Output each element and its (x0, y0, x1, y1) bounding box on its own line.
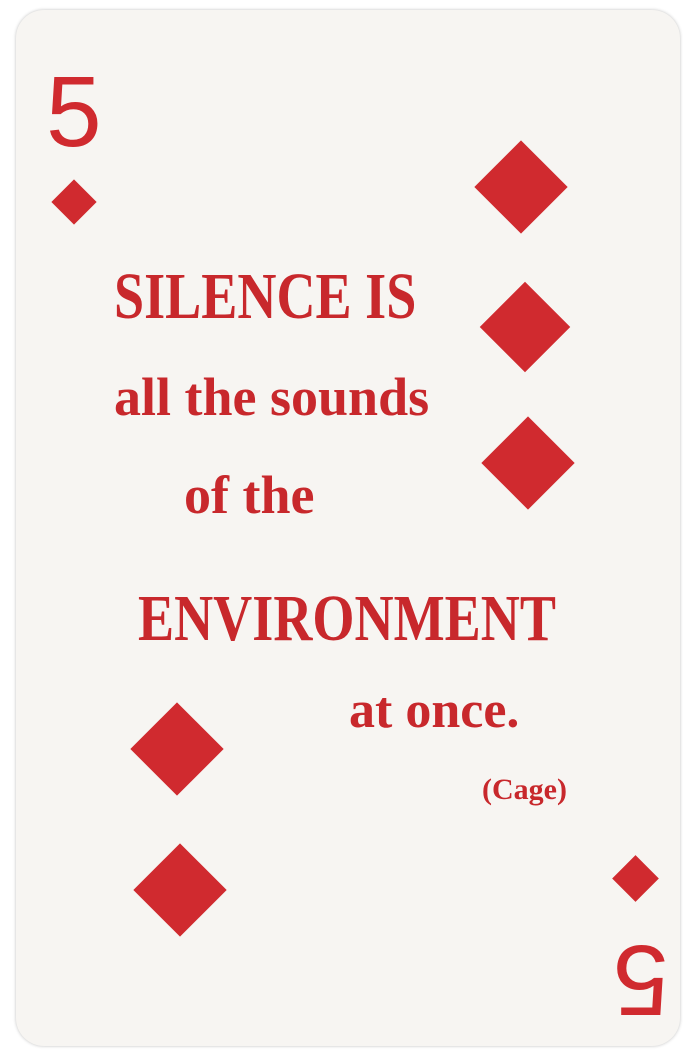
quote-line-4: ENVIRONMENT (138, 582, 556, 655)
diamond-icon (612, 855, 659, 902)
diamond-icon (133, 843, 226, 936)
quote-line-1: SILENCE IS (114, 260, 417, 333)
diamond-icon (130, 702, 223, 795)
rank-top-left: 5 (46, 56, 102, 168)
diamond-icon (481, 416, 574, 509)
quote-line-3: of the (184, 465, 315, 525)
quote-line-5: at once. (349, 682, 520, 739)
diamond-icon (51, 179, 96, 224)
quote-line-2: all the sounds (114, 367, 430, 427)
playing-card (16, 10, 680, 1046)
diamond-icon (474, 140, 567, 233)
rank-bottom-right: 5 (613, 924, 669, 1036)
diamond-icon (480, 282, 571, 373)
quote-attribution: (Cage) (482, 773, 567, 806)
